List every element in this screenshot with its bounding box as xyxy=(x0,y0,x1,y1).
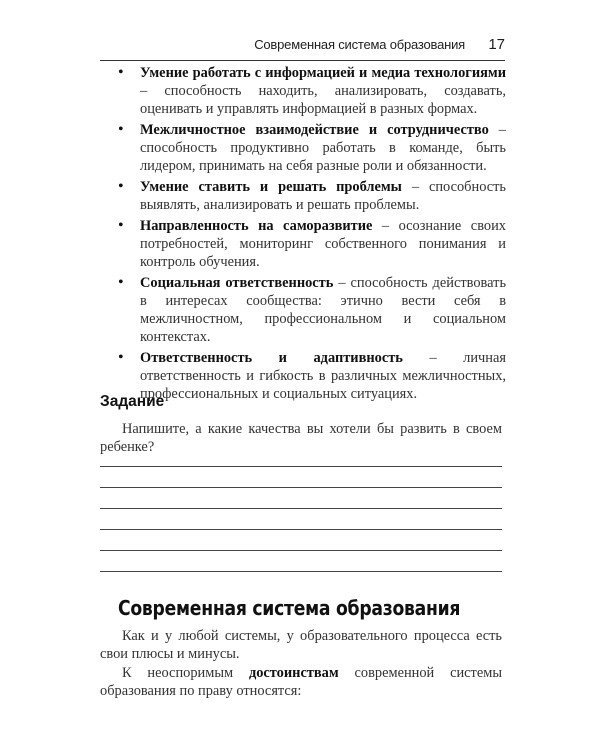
list-item xyxy=(118,274,506,346)
list-item xyxy=(118,349,506,403)
list-item xyxy=(118,178,506,214)
answer-line[interactable] xyxy=(100,571,502,572)
paragraph-text: современной системы образования по праву относятся: xyxy=(100,665,502,699)
list-item-text: – способность выявлять, анализировать и решать проблемы. xyxy=(140,179,506,213)
answer-line[interactable] xyxy=(100,466,502,467)
answer-line[interactable] xyxy=(100,508,502,509)
task-text: Напишите, а какие качества вы хотели бы развить в своем ребенке? xyxy=(100,421,502,455)
list-item xyxy=(118,64,506,118)
running-title: Современная система образования xyxy=(254,37,465,52)
list-item-text: – способность действовать в интересах сообщества: этично вести себя в межличностном, профессиональном и социальном контекстах. xyxy=(140,275,507,345)
list-item-term: Умение работать с информацией и медиа технологиями xyxy=(140,65,506,81)
list-item-text: – способность находить, анализировать, создавать, оценивать и управлять информацией в разных формах. xyxy=(140,83,506,117)
list-item-term: Ответственность и адаптивность xyxy=(140,350,403,366)
list-item-term: Социальная ответственность xyxy=(140,275,334,291)
page-number: 17 xyxy=(488,36,505,53)
list-item-term: Межличностное взаимодействие и сотрудничество xyxy=(140,122,489,138)
paragraph-text: К неоспоримым xyxy=(122,665,249,681)
paragraph: Как и у любой системы, у образовательного процесса есть свои плюсы и минусы. xyxy=(100,628,502,662)
skills-list xyxy=(118,64,506,406)
list-item-text: – личная ответственность и гибкость в различных межличностных, профессиональных и социальных ситуациях. xyxy=(140,350,506,402)
list-item xyxy=(118,121,506,175)
answer-line[interactable] xyxy=(100,550,502,551)
list-item xyxy=(118,217,506,271)
list-item-text: – осознание своих потребностей, мониторинг собственного понимания и контроль обучения. xyxy=(140,218,506,270)
paragraph xyxy=(100,664,502,700)
running-header xyxy=(100,36,505,61)
paragraph-emphasis: достоинствам xyxy=(248,665,339,681)
list-item-term: Направленность на саморазвитие xyxy=(140,218,373,234)
section-heading: Современная система образования xyxy=(118,596,461,620)
list-item-text: – способность продуктивно работать в команде, быть лидером, принимать на себя разные роли и обязанности. xyxy=(140,122,506,174)
answer-line[interactable] xyxy=(100,487,502,488)
answer-line[interactable] xyxy=(100,529,502,530)
list-item-term: Умение ставить и решать проблемы xyxy=(140,179,402,195)
task-heading: Задание xyxy=(100,393,165,410)
